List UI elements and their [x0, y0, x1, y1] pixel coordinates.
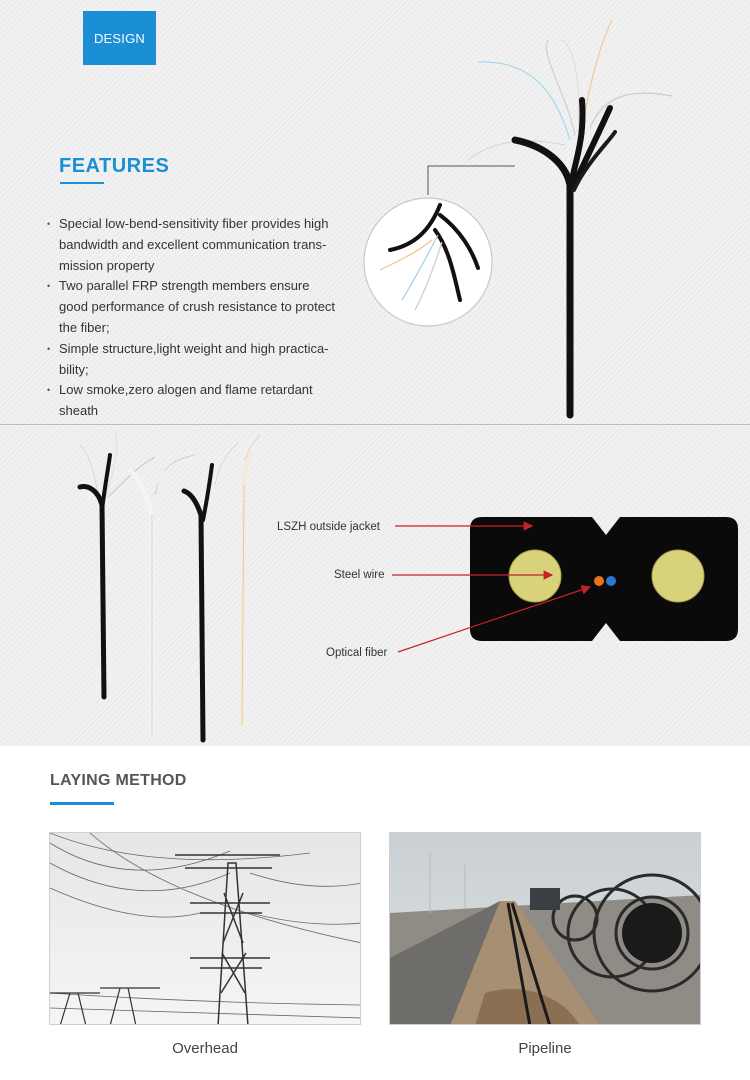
label-steel-wire: Steel wire [334, 569, 385, 581]
steel-wire-left [509, 550, 561, 602]
laying-method-title: LAYING METHOD [50, 772, 187, 789]
drop-cable-illustration [360, 0, 750, 424]
design-badge: DESIGN [83, 11, 156, 65]
overhead-caption: Overhead [172, 1040, 238, 1057]
feature-item: • Special low-bend-sensitivity fiber provides high bandwidth and excellent communication trans- mission property [47, 214, 362, 276]
features-section [0, 0, 750, 424]
feature-item: • Two parallel FRP strength members ensure good performance of crush resistance to protect the fiber; [47, 276, 362, 338]
feature-item: • Simple structure,light weight and high practica- bility; [47, 339, 362, 381]
overhead-photo [49, 832, 361, 1025]
feature-item: • Low smoke,zero alogen and flame retardant sheath [47, 380, 362, 422]
drop-cables-photo [60, 425, 280, 747]
optical-fiber-orange [594, 576, 604, 586]
cable-cross-section-diagram [260, 425, 750, 747]
pipeline-caption: Pipeline [518, 1040, 572, 1057]
features-title: FEATURES [59, 155, 170, 177]
laying-method-underline [50, 802, 114, 805]
cable-structure-section [0, 424, 750, 746]
label-lszh-jacket: LSZH outside jacket [277, 521, 380, 533]
steel-wire-right [652, 550, 704, 602]
features-title-underline [60, 182, 104, 184]
features-list [47, 214, 362, 422]
pipeline-photo [389, 832, 701, 1025]
optical-fiber-blue [606, 576, 616, 586]
label-optical-fiber: Optical fiber [326, 647, 388, 659]
